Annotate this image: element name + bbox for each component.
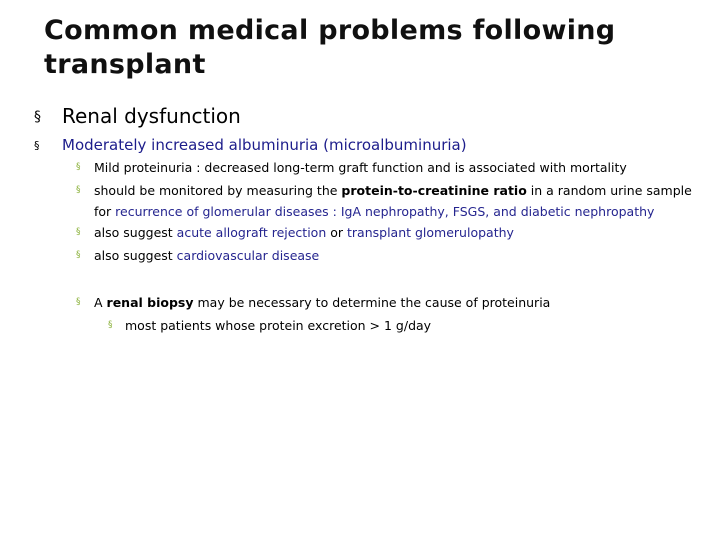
text-run: also suggest [94,225,177,240]
bullet-square-icon: § [76,227,81,237]
sub-bullet-monitoring [76,180,702,222]
sub-sub-bullet-protein-excretion [108,315,708,336]
text-run: also suggest [94,248,177,263]
text-run-highlight: transplant glomerulopathy [347,225,514,240]
text-run: in a random urine sample for [94,183,692,219]
text-run-highlight: cardiovascular disease [176,248,320,263]
bullet-text: Renal dysfunction [62,104,241,128]
slide-title: Common medical problems following transplant [44,15,616,80]
text-run: should be monitored by measuring the [94,183,342,198]
text-run: A [94,295,107,310]
text-run-highlight: acute allograft rejection [176,225,327,240]
sub-bullet-text [94,180,702,222]
bullet-square-icon: § [76,297,81,307]
sub-sub-bullet-text: most patients whose protein excretion > 1 g/day [125,318,432,333]
bullet-square-icon: § [76,250,81,260]
text-run-highlight: recurrence of glomerular diseases : IgA nephropathy, FSGS, and diabetic nephropathy [115,204,655,219]
sub-bullet-rejection [76,222,706,243]
bullet-albuminuria [34,135,467,156]
sub-bullet-text [94,245,706,266]
bullet-square-icon: § [76,162,81,172]
bullet-square-icon: § [34,139,40,152]
bullet-renal-dysfunction [34,103,241,130]
text-run-bold: protein-to-creatinine ratio [341,183,527,198]
bullet-square-icon: § [108,320,113,330]
text-run: may be necessary to determine the cause of proteinuria [193,295,551,310]
sub-bullet-text [94,222,706,243]
sub-bullet-mild-proteinuria [76,157,706,178]
sub-bullet-text: Mild proteinuria : decreased long-term graft function and is associated with mortality [94,160,627,175]
bullet-square-icon: § [76,185,81,195]
sub-bullet-cardiovascular [76,245,706,266]
bullet-text: Moderately increased albuminuria (microalbuminuria) [62,136,467,154]
text-run: or [326,225,347,240]
bullet-square-icon: § [34,109,41,125]
sub-bullet-renal-biopsy [76,292,706,313]
text-run-bold: renal biopsy [106,295,194,310]
sub-bullet-text [94,292,706,313]
